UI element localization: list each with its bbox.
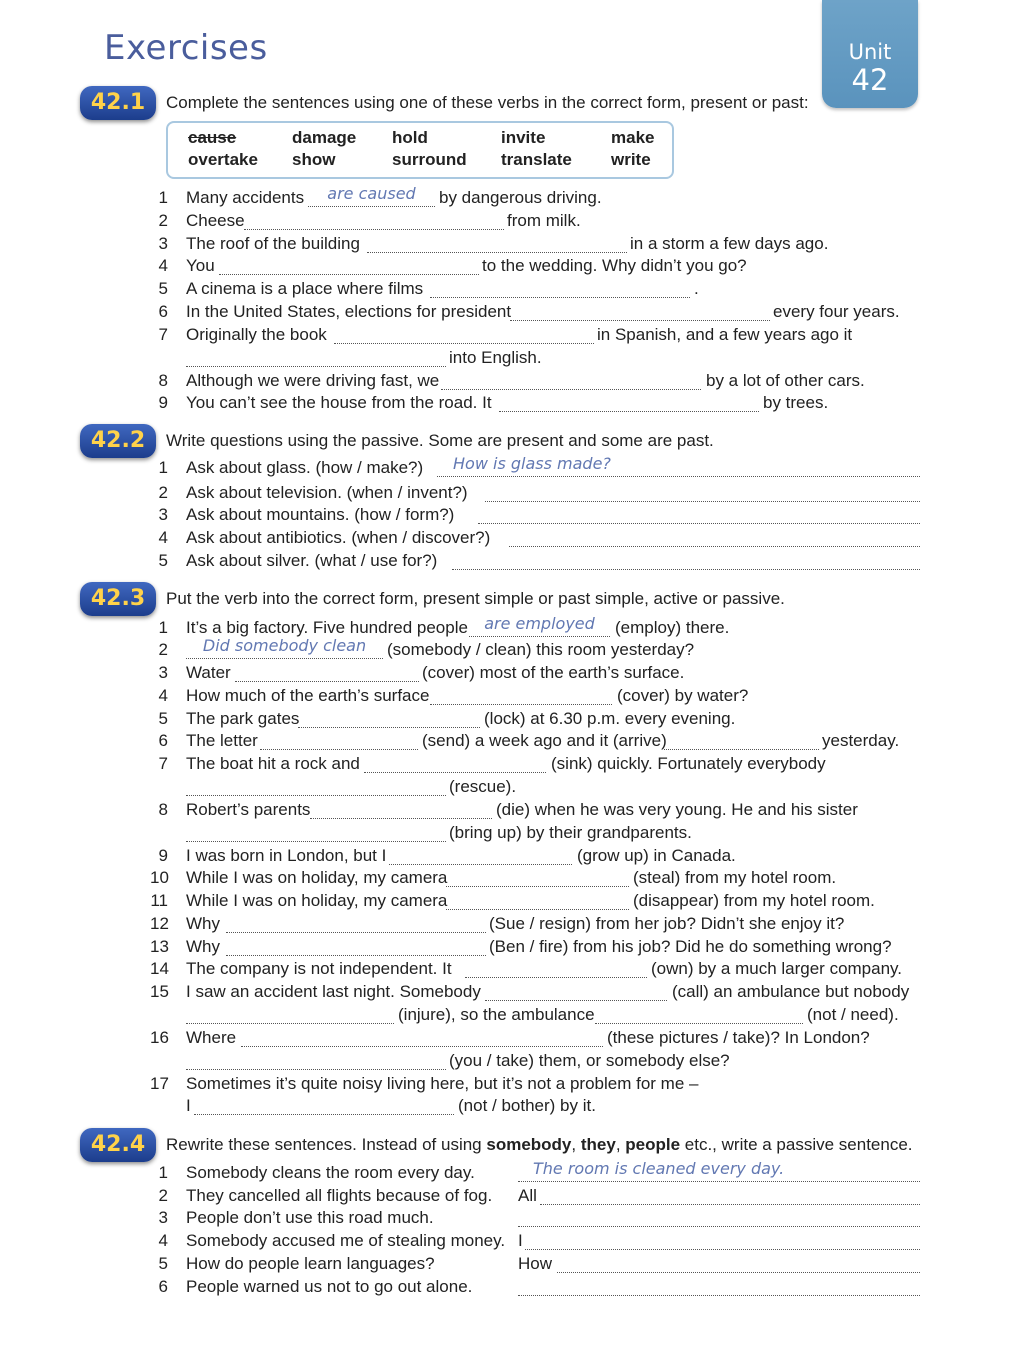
item-number: 7 [158,325,168,344]
answer-blank[interactable] [430,279,690,298]
exercise-line [0,300,1024,323]
answer-blank[interactable] [469,614,610,637]
original-sentence: Somebody cleans the room every day. [186,1163,475,1182]
item-number: 1 [158,1163,168,1182]
answer-blank[interactable] [389,846,572,865]
item-number: 4 [158,256,168,275]
item-number: 10 [150,868,169,887]
answer-blank[interactable] [446,891,629,910]
answer-blank[interactable] [260,731,418,750]
answer-blank[interactable] [446,868,629,887]
item-number: 5 [158,279,168,298]
item-number: 2 [158,640,168,659]
sentence-text: Sometimes it’s quite noisy living here, but it’s not a problem for me – [186,1074,699,1093]
item-number: 3 [158,505,168,524]
sentence-text: I was born in London, but I [186,846,387,865]
exercise-line [0,1072,1024,1095]
exercise-line [0,866,1024,889]
instruction-text: Rewrite these sentences. Instead of using [166,1135,487,1154]
exercise-line [0,503,1024,526]
item-number: 4 [158,528,168,547]
item-number: 3 [158,234,168,253]
exercise-line [0,391,1024,414]
sentence-text: by a lot of other cars. [706,371,865,390]
instruction-text: , [571,1135,581,1154]
answer-blank[interactable] [186,1005,394,1024]
exercise-line [0,1206,1024,1229]
answer-blank[interactable] [441,371,701,390]
answer-blank[interactable] [478,505,920,524]
item-number: 1 [158,188,168,207]
answer-blank[interactable] [518,1208,920,1227]
answer-blank[interactable] [186,823,446,842]
unit-tab [822,0,918,108]
sentence-text: (steal) from my hotel room. [633,868,837,887]
exercise-line [0,729,1024,752]
item-number: 13 [150,937,169,956]
sentence-text: (Ben / fire) from his job? Did he do something wrong? [489,937,892,956]
answer-blank[interactable] [518,1277,920,1296]
handwritten-answer: The room is cleaned every day. [533,1159,785,1178]
item-number: 8 [158,800,168,819]
question-prompt: Ask about mountains. (how / form?) [186,505,455,524]
question-prompt: Ask about glass. (how / make?) [186,458,424,477]
answer-blank[interactable] [452,551,920,570]
exercise-line [0,980,1024,1003]
sentence-text: (bring up) by their grandparents. [449,823,692,842]
original-sentence: How do people learn languages? [186,1254,435,1273]
sentence-text: (disappear) from my hotel room. [633,891,875,910]
sentence-text: (call) an ambulance but nobody [672,982,910,1001]
sentence-text: The roof of the building [186,234,360,253]
sentence-text: I [186,1096,191,1115]
sentence-text: In the United States, elections for president [186,302,512,321]
sentence-text: (employ) there. [615,618,730,637]
item-number: 6 [158,1277,168,1296]
sentence-text: Many accidents [186,188,305,207]
exercise-line [0,232,1024,255]
item-number: 3 [158,1208,168,1227]
item-number: 11 [150,891,168,910]
sentence-text: You [186,256,215,275]
item-number: 9 [158,846,168,865]
exercise-line [0,526,1024,549]
item-number: 8 [158,371,168,390]
verb-box [166,121,674,179]
answer-blank[interactable] [465,959,647,978]
exercise-line [0,1026,1024,1049]
original-sentence: They cancelled all flights because of fog. [186,1186,493,1205]
sentence-text: The company is not independent. It [186,959,452,978]
item-number: 15 [150,982,169,1001]
question-prompt: Ask about television. (when / invent?) [186,483,468,502]
sentence-text: from milk. [507,211,581,230]
sentence-text: in Spanish, and a few years ago it [597,325,853,344]
sentence-text: While I was on holiday, my camera [186,891,448,910]
sentence-text: (sink) quickly. Fortunately everybody [551,754,826,773]
exercise-line [0,1252,1024,1275]
unit-number: 42 [851,63,889,97]
answer-prefix: I [518,1231,523,1250]
sentence-text: The letter [186,731,258,750]
sentence-text: The boat hit a rock and [186,754,360,773]
item-number: 9 [158,393,168,412]
sentence-text: into English. [449,348,542,367]
exercise-line [0,209,1024,232]
verb-word: hold [392,128,428,147]
verb-word: damage [292,128,357,147]
exercise-line [0,549,1024,572]
answer-blank[interactable] [298,709,480,728]
sentence-text: every four years. [773,302,900,321]
exercise-line [0,1184,1024,1207]
sentence-text: (not / need). [807,1005,899,1024]
sentence-text: Cheese [186,211,245,230]
answer-blank[interactable] [595,1005,803,1024]
sentence-text: by dangerous driving. [439,188,602,207]
answer-blank[interactable] [557,1254,920,1273]
handwritten-answer: are employed [484,614,595,633]
exercise-line [0,1275,1024,1298]
instruction-keyword: somebody [486,1135,572,1154]
exercise-line [0,661,1024,684]
exercise-line [0,1161,1024,1184]
exercise-line [0,186,1024,209]
item-number: 4 [158,1231,168,1250]
exercise-line [0,277,1024,300]
instruction-text: etc., write a passive sentence. [680,1135,913,1154]
item-number: 7 [158,754,168,773]
unit-label: Unit [848,40,892,64]
sentence-text: Although we were driving fast, we [186,371,440,390]
instruction-keyword: people [625,1135,681,1154]
sentence-text: Why [186,937,220,956]
item-number: 5 [158,551,168,570]
verb-word: overtake [188,150,258,169]
handwritten-answer: Did somebody clean [202,636,367,655]
sentence-text: yesterday. [822,731,900,750]
sentence-text: The park gates [186,709,300,728]
answer-blank[interactable] [186,348,446,367]
exercise-line [0,616,1024,639]
exercise-line [0,798,1024,821]
exercise-line [0,254,1024,277]
answer-blank[interactable] [510,302,770,321]
sentence-text: (own) by a much larger company. [651,959,903,978]
sentence-text: How much of the earth’s surface [186,686,430,705]
sentence-text: A cinema is a place where films [186,279,424,298]
item-number: 2 [158,211,168,230]
exercise-line [0,456,1024,479]
verb-word: translate [501,150,572,169]
sentence-text: Why [186,914,220,933]
answer-blank[interactable] [226,914,486,933]
answer-blank[interactable] [186,636,383,659]
exercise-line [0,821,1024,844]
sentence-text: in a storm a few days ago. [630,234,829,253]
exercise-line [0,481,1024,504]
original-sentence: People don’t use this road much. [186,1208,434,1227]
original-sentence: Somebody accused me of stealing money. [186,1231,506,1250]
verb-word: invite [501,128,546,147]
exercise-line [0,889,1024,912]
answer-blank[interactable] [485,483,920,502]
answer-blank[interactable] [509,528,920,547]
answer-blank[interactable] [244,211,504,230]
exercise-line [0,957,1024,980]
sentence-text: Water [186,663,231,682]
answer-blank[interactable] [241,1028,603,1047]
answer-blank[interactable] [186,1051,446,1070]
question-prompt: Ask about antibiotics. (when / discover?) [186,528,491,547]
answer-blank[interactable] [235,663,419,682]
item-number: 5 [158,1254,168,1273]
answer-blank[interactable] [226,937,486,956]
sentence-text: (injure), so the ambulance [398,1005,595,1024]
sentence-text: (these pictures / take)? In London? [607,1028,870,1047]
answer-blank[interactable] [310,800,492,819]
exercise-line [0,323,1024,346]
sentence-text: (grow up) in Canada. [577,846,736,865]
answer-blank[interactable] [219,256,479,275]
answer-blank[interactable] [518,1159,920,1182]
item-number: 1 [158,458,168,477]
exercise-line [0,1229,1024,1252]
answer-blank[interactable] [437,454,920,477]
item-number: 6 [158,302,168,321]
sentence-text: (somebody / clean) this room yesterday? [387,640,695,659]
sentence-text: It’s a big factory. Five hundred people [186,618,468,637]
answer-blank[interactable] [664,731,819,750]
answer-blank[interactable] [186,777,446,796]
answer-blank[interactable] [308,184,435,207]
exercise-line [0,1094,1024,1117]
exercise-number-badge: 42.4 [80,1128,156,1162]
sentence-text: You can’t see the house from the road. It [186,393,492,412]
item-number: 1 [158,618,168,637]
question-prompt: Ask about silver. (what / use for?) [186,551,438,570]
instruction-keyword: they [580,1135,616,1154]
item-number: 12 [150,914,169,933]
sentence-text: . [694,279,699,298]
item-number: 16 [150,1028,169,1047]
exercise-instruction: Write questions using the passive. Some are present and some are past. [166,431,714,450]
sentence-text: by trees. [763,393,829,412]
handwritten-answer: How is glass made? [453,454,611,473]
exercise-line [0,752,1024,775]
verb-word: make [611,128,655,147]
sentence-text: (Sue / resign) from her job? Didn’t she enjoy it? [489,914,845,933]
answer-blank[interactable] [364,754,546,773]
exercise-line [0,638,1024,661]
answer-blank[interactable] [499,393,759,412]
exercise-line [0,775,1024,798]
handwritten-answer: are caused [327,184,416,203]
answer-blank[interactable] [540,1186,920,1205]
exercise-line [0,369,1024,392]
sentence-text: (cover) by water? [617,686,749,705]
sentence-text: Where [186,1028,237,1047]
instruction-text: , [615,1135,626,1154]
page-title: Exercises [104,28,268,68]
item-number: 14 [150,959,169,978]
exercise-line [0,844,1024,867]
sentence-text: (cover) most of the earth’s surface. [422,663,685,682]
sentence-text: Originally the book [186,325,327,344]
exercise-instruction [166,1134,913,1156]
sentence-text: I saw an accident last night. Somebody [186,982,481,1001]
verb-word: cause [188,128,237,147]
exercise-line [0,707,1024,730]
answer-blank[interactable] [194,1096,454,1115]
verb-word: surround [392,150,467,169]
answer-blank[interactable] [430,686,612,705]
exercise-line [0,684,1024,707]
item-number: 17 [150,1074,169,1093]
exercise-line [0,346,1024,369]
answer-blank[interactable] [334,325,594,344]
exercise-line [0,912,1024,935]
exercise-number-badge: 42.1 [80,86,156,120]
item-number: 3 [158,663,168,682]
sentence-text: (lock) at 6.30 p.m. every evening. [484,709,736,728]
exercise-instruction: Put the verb into the correct form, present simple or past simple, active or passive. [166,589,785,608]
item-number: 4 [158,686,168,705]
answer-blank[interactable] [367,234,627,253]
exercise-number-badge: 42.3 [80,582,156,616]
sentence-text: (not / bother) by it. [458,1096,596,1115]
answer-prefix: How [518,1254,553,1273]
item-number: 2 [158,483,168,502]
item-number: 6 [158,731,168,750]
sentence-text: (you / take) them, or somebody else? [449,1051,730,1070]
answer-blank[interactable] [525,1231,920,1250]
original-sentence: People warned us not to go out alone. [186,1277,473,1296]
answer-blank[interactable] [485,982,667,1001]
sentence-text: Robert’s parents [186,800,311,819]
item-number: 5 [158,709,168,728]
sentence-text: While I was on holiday, my camera [186,868,448,887]
answer-prefix: All [518,1186,537,1205]
sentence-text: to the wedding. Why didn’t you go? [482,256,747,275]
verb-word: write [611,150,651,169]
exercise-line [0,1003,1024,1026]
verb-word: show [292,150,336,169]
sentence-text: (rescue). [449,777,517,796]
exercise-instruction: Complete the sentences using one of these verbs in the correct form, present or past: [166,93,809,112]
exercise-line [0,935,1024,958]
exercise-line [0,1049,1024,1072]
exercise-number-badge: 42.2 [80,424,156,458]
item-number: 2 [158,1186,168,1205]
sentence-text: (send) a week ago and it (arrive) [422,731,667,750]
sentence-text: (die) when he was very young. He and his sister [496,800,858,819]
